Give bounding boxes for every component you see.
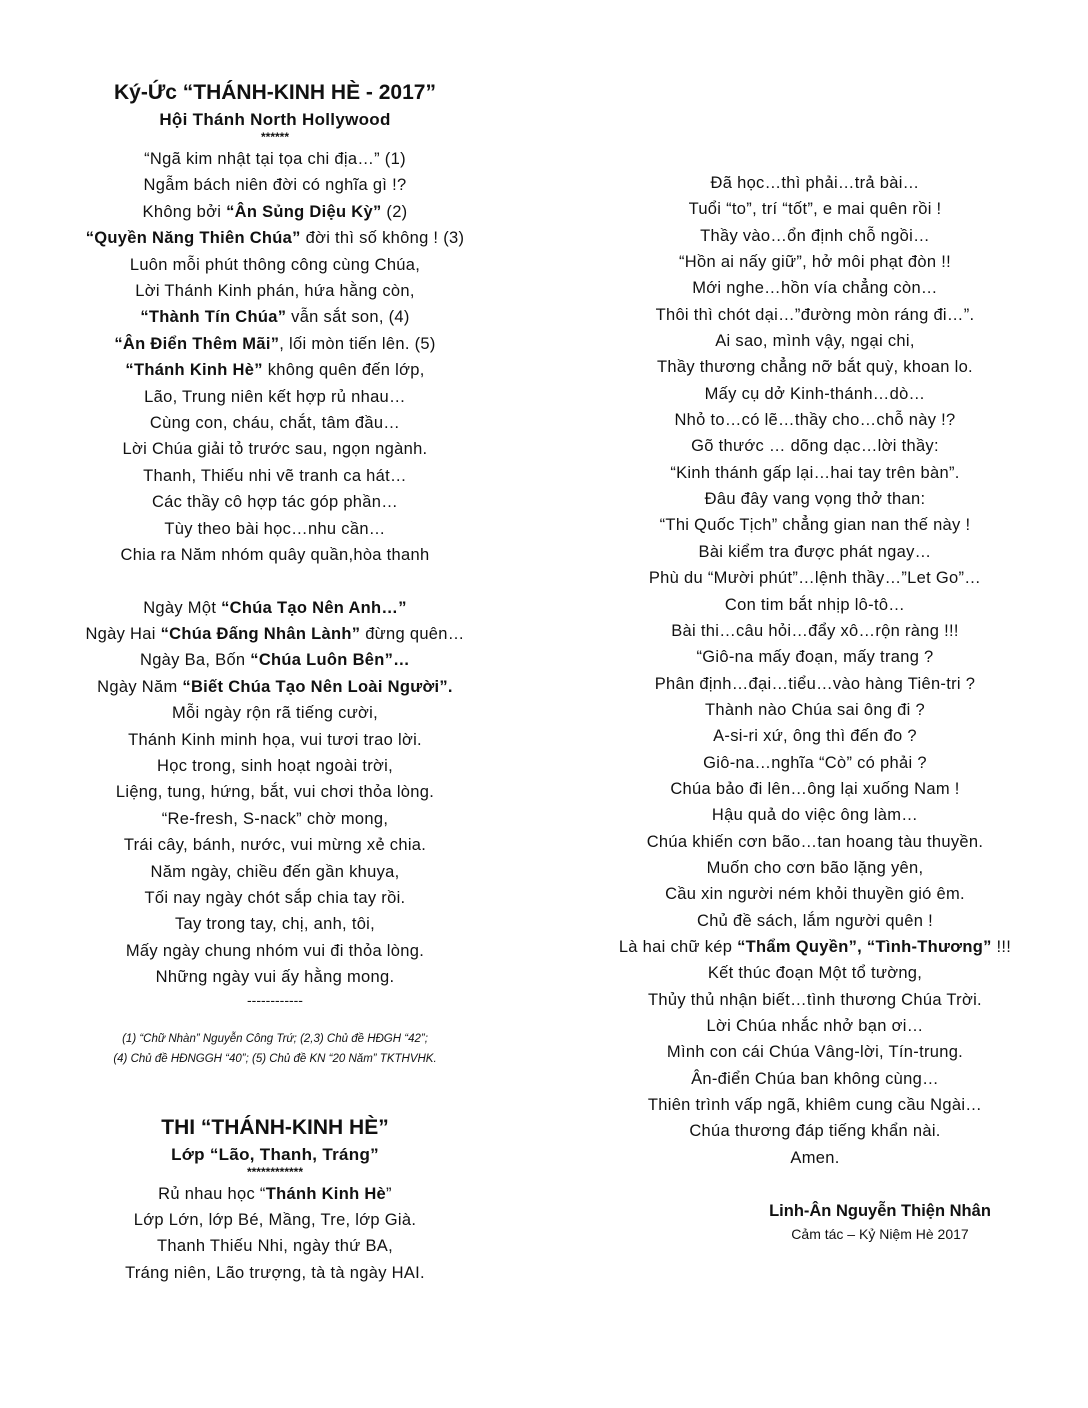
- poem-line: [560, 618, 1070, 644]
- line-text: Mỗi ngày rộn rã tiếng cười,: [171, 704, 379, 723]
- poem-line: [560, 512, 1070, 538]
- poem-line: [40, 331, 510, 357]
- poem2-subtitle: Lớp “Lão, Thanh, Tráng”: [171, 1144, 379, 1164]
- poem2-header: [40, 1113, 510, 1181]
- line-text: Học trong, sinh hoạt ngoài trời,: [157, 756, 393, 775]
- poem-line: [40, 463, 510, 489]
- line-text: Là hai chữ kép: [618, 937, 738, 956]
- poem-line: [560, 697, 1070, 723]
- poem-line: [560, 1145, 1070, 1171]
- bold-phrase: “Chúa Luôn Bên”…: [250, 651, 410, 670]
- line-text: Phù du “Mười phút”…lệnh thầy…”Let Go”…: [648, 569, 982, 588]
- poem-line: [40, 832, 510, 858]
- footnotes: [40, 1029, 510, 1069]
- poem-line: [560, 750, 1070, 776]
- line-text: Tay trong tay, chị, anh, tôi,: [174, 915, 376, 934]
- poem-line: [40, 410, 510, 436]
- line-text: Các thầy cô hợp tác góp phần…: [151, 493, 399, 512]
- line-text: Ân-điển Chúa ban không cùng…: [691, 1069, 939, 1088]
- poem-line: [40, 384, 510, 410]
- poem-line: [560, 908, 1070, 934]
- poem-line: [40, 1207, 510, 1233]
- poem-line: [560, 960, 1070, 986]
- line-text: (2): [381, 202, 408, 221]
- poem-line: [560, 644, 1070, 670]
- line-text: Nhỏ to…có lẽ…thầy cho…chỗ này !?: [674, 411, 956, 430]
- line-text: Chia ra Năm nhóm quây quần,hòa thanh: [120, 546, 430, 565]
- line-text: Chủ đề sách, lắm người quên !: [696, 911, 934, 930]
- poem-line: [560, 328, 1070, 354]
- line-text: !!!: [991, 937, 1012, 956]
- bold-phrase: “Chúa Tạo Nên Anh…”: [221, 598, 407, 617]
- poem2-stars: ************: [246, 1164, 304, 1179]
- line-text: Chúa thương đáp tiếng khẩn nài.: [689, 1122, 941, 1141]
- line-text: Ngẫm bách niên đời có nghĩa gì !?: [143, 176, 407, 195]
- poem-line: [560, 1039, 1070, 1065]
- line-text: Trái cây, bánh, nước, vui mừng xẻ chia.: [123, 836, 427, 855]
- line-text: Thôi thì chót dại…”đường mòn ráng đi…”.: [655, 305, 975, 324]
- line-text: Con tim bắt nhịp lô-tô…: [724, 595, 906, 614]
- poem-line: [560, 671, 1070, 697]
- line-text: “Hồn ai nấy giữ”, hở môi phạt đòn !!: [678, 253, 952, 272]
- bold-phrase: Thánh Kinh Hè: [265, 1184, 387, 1203]
- line-text: “Kinh thánh gấp lại…hai tay trên bàn”.: [670, 463, 960, 482]
- bold-phrase: “Quyền Năng Thiên Chúa”: [85, 229, 301, 248]
- line-text: Giô-na…nghĩa “Cò” có phải ?: [703, 753, 927, 772]
- line-text: Amen.: [790, 1148, 840, 1167]
- poem-line: [40, 489, 510, 515]
- poem-line: [560, 1118, 1070, 1144]
- line-text: Chúa khiến cơn bão…tan hoang tàu thuyền.: [646, 832, 984, 851]
- poem-line: [560, 196, 1070, 222]
- poem-line: [560, 1013, 1070, 1039]
- line-text: , lối mòn tiến lên. (5): [279, 334, 436, 353]
- poem-line: [560, 433, 1070, 459]
- line-text: Năm ngày, chiều đến gần khuya,: [150, 862, 400, 881]
- line-text: Tối nay ngày chót sắp chia tay rồi.: [144, 888, 406, 907]
- line-text: Thành nào Chúa sai ông đi ?: [704, 700, 925, 719]
- poem-line: [40, 779, 510, 805]
- line-text: “Giô-na mấy đoạn, mấy trang ?: [696, 648, 934, 667]
- poem-line: [40, 938, 510, 964]
- line-text: ”: [386, 1184, 392, 1203]
- line-text: Thánh Kinh minh họa, vui tươi trao lời.: [128, 730, 422, 749]
- poem-line: [40, 885, 510, 911]
- poem-line: [40, 1181, 510, 1207]
- bold-phrase: “Ân Điển Thêm Mãi”: [114, 334, 280, 353]
- poem1-title: Ký-Ức “THÁNH-KINH HÈ - 2017”: [114, 81, 436, 104]
- line-text: Lão, Trung niên kết hợp rủ nhau…: [144, 387, 406, 406]
- author-name: Linh-Ân Nguyễn Thiện Nhân: [769, 1202, 991, 1220]
- poem-line: [560, 881, 1070, 907]
- line-text: đời thì số không ! (3): [300, 229, 465, 248]
- line-text: Thủy thủ nhận biết…tình thương Chúa Trời.: [648, 990, 982, 1009]
- poem-line: [40, 542, 510, 568]
- poem-line: [40, 859, 510, 885]
- footnote-line: (1) “Chữ Nhàn” Nguyễn Công Trứ; (2,3) Chủ đề HĐGH “42”;: [122, 1032, 428, 1045]
- poem1-stanza-2: [40, 595, 510, 991]
- poem-line: [560, 460, 1070, 486]
- poem-line: [40, 911, 510, 937]
- line-text: Ngày Ba, Bốn: [139, 651, 251, 670]
- poem-line: [560, 223, 1070, 249]
- footnote-line: (4) Chủ đề HĐNGGH “40”; (5) Chủ đề KN “20 Năm” TKTHVHK.: [113, 1052, 437, 1065]
- poem-line: [40, 146, 510, 172]
- poem-line: [560, 1066, 1070, 1092]
- poem-line: [560, 170, 1070, 196]
- line-text: Ngày Hai: [85, 624, 161, 643]
- line-text: Chúa bảo đi lên…ông lại xuống Nam !: [670, 779, 960, 798]
- line-text: Bài thi…câu hỏi…đẩy xô…rộn ràng !!!: [671, 621, 959, 640]
- poem-line: [40, 674, 510, 700]
- poem-line: [560, 855, 1070, 881]
- poem-line: [560, 776, 1070, 802]
- poem-line: [560, 829, 1070, 855]
- poem1-stanza-1: [40, 146, 510, 569]
- poem-line: [40, 727, 510, 753]
- poem-line: [560, 381, 1070, 407]
- poem-line: [560, 539, 1070, 565]
- line-text: Lời Chúa nhắc nhở bạn ơi…: [706, 1017, 924, 1035]
- line-text: Thiên trình vấp ngã, khiêm cung cầu Ngài…: [647, 1096, 983, 1115]
- poem-line: [40, 225, 510, 251]
- poem-line: [560, 302, 1070, 328]
- poem-line: [560, 802, 1070, 828]
- author-note: Cảm tác – Kỷ Niệm Hè 2017: [791, 1226, 969, 1242]
- line-text: Muốn cho cơn bão lặng yên,: [706, 858, 924, 877]
- poem-line: [560, 354, 1070, 380]
- line-text: Cùng con, cháu, chắt, tâm đầu…: [149, 414, 401, 433]
- poem-line: [40, 964, 510, 990]
- line-text: Thanh Thiếu Nhi, ngày thứ BA,: [157, 1237, 393, 1256]
- poem-line: [40, 700, 510, 726]
- line-text: Tuổi “to”, trí “tốt”, e mai quên rồi !: [688, 200, 942, 219]
- poem-line: [560, 592, 1070, 618]
- poem-line: [40, 172, 510, 198]
- poem-line: [560, 987, 1070, 1013]
- line-text: không quên đến lớp,: [262, 361, 425, 380]
- poem2-title: THI “THÁNH-KINH HÈ”: [161, 1115, 389, 1139]
- line-text: Mới nghe…hồn vía chẳng còn…: [692, 279, 938, 298]
- poem-line: [560, 486, 1070, 512]
- poem-line: [40, 516, 510, 542]
- line-text: Hậu quả do việc ông làm…: [711, 806, 919, 825]
- line-text: Thầy thương chẳng nỡ bắt quỳ, khoan lo.: [657, 358, 973, 377]
- poem-line: [560, 249, 1070, 275]
- line-text: Cầu xin người ném khỏi thuyền gió êm.: [665, 885, 965, 904]
- line-text: Ai sao, mình vậy, ngại chi,: [715, 332, 915, 351]
- poem-line: [40, 806, 510, 832]
- bold-phrase: “Thành Tín Chúa”: [140, 308, 287, 327]
- line-text: Liệng, tung, hứng, bắt, vui chơi thỏa lòng.: [115, 783, 435, 802]
- left-column: [40, 78, 510, 1286]
- line-text: đừng quên…: [360, 624, 465, 643]
- line-text: Lớp Lớn, lớp Bé, Mầng, Tre, lớp Già.: [133, 1211, 417, 1229]
- poem-line: [560, 1092, 1070, 1118]
- bold-phrase: “Thẩm Quyền”, “Tình-Thương”: [737, 937, 992, 956]
- line-text: Tùy theo bài học…nhu cần…: [164, 519, 386, 538]
- poem1-stars: ******: [260, 130, 290, 144]
- poem1-subtitle: Hội Thánh North Hollywood: [159, 110, 391, 129]
- line-text: Ngày Năm: [97, 677, 183, 696]
- line-text: Luôn mỗi phút thông công cùng Chúa,: [129, 255, 421, 274]
- bold-phrase: “Biết Chúa Tạo Nên Loài Người”.: [182, 677, 453, 696]
- line-text: Đâu đây vang vọng thở than:: [704, 490, 926, 509]
- line-text: Ngày Một: [143, 598, 222, 617]
- line-text: Bài kiểm tra được phát ngay…: [698, 542, 932, 561]
- poem-line: [40, 1260, 510, 1286]
- line-text: Không bởi: [142, 202, 227, 221]
- poem-line: [560, 565, 1070, 591]
- line-text: “Re-fresh, S-nack” chờ mong,: [161, 809, 389, 828]
- bold-phrase: “Chúa Đấng Nhân Lành”: [160, 624, 361, 643]
- right-column: [560, 170, 1070, 1171]
- line-text: Mấy cụ dở Kinh-thánh…dò…: [704, 384, 926, 403]
- line-text: vẫn sắt son, (4): [286, 308, 410, 327]
- line-text: Kết thúc đoạn Một tổ tường,: [707, 964, 923, 983]
- poem-line: [40, 753, 510, 779]
- poem-line: [40, 436, 510, 462]
- poem-line: [40, 199, 510, 225]
- line-text: Thầy vào…ổn định chỗ ngồi…: [700, 226, 930, 245]
- line-text: Mấy ngày chung nhóm vui đi thỏa lòng.: [125, 941, 425, 960]
- poem-line: [40, 595, 510, 621]
- poem-line: [560, 934, 1070, 960]
- poem-line: [40, 1233, 510, 1259]
- poem-line: [560, 407, 1070, 433]
- signature: [735, 1198, 1025, 1244]
- line-text: Lời Chúa giải tỏ trước sau, ngọn ngành.: [122, 440, 428, 459]
- line-text: Mình con cái Chúa Vâng-lời, Tín-trung.: [666, 1043, 964, 1062]
- poem-line: [40, 647, 510, 673]
- poem-line: [40, 621, 510, 647]
- line-text: Tráng niên, Lão trượng, tà tà ngày HAI.: [125, 1263, 425, 1282]
- poem-line: [40, 278, 510, 304]
- line-text: “Thi Quốc Tịch” chẳng gian nan thế này !: [659, 516, 971, 535]
- line-text: A-si-ri xứ, ông thì đến đo ?: [713, 727, 917, 746]
- line-text: Lời Thánh Kinh phán, hứa hằng còn,: [135, 282, 415, 301]
- poem-line: [560, 723, 1070, 749]
- line-text: Phân định…đại…tiểu…vào hàng Tiên-tri ?: [654, 674, 976, 693]
- line-text: Những ngày vui ấy hằng mong.: [155, 968, 395, 987]
- line-text: Rủ nhau học “: [158, 1184, 266, 1203]
- poem2-opening-lines: [40, 1181, 510, 1287]
- poem-line: [40, 252, 510, 278]
- line-text: Đã học…thì phải…trả bài…: [710, 174, 920, 192]
- line-text: Gõ thước … dõng dạc…lời thầy:: [691, 437, 939, 456]
- poem-line: [560, 275, 1070, 301]
- poem-line: [40, 304, 510, 330]
- line-text: “Ngã kim nhật tại tọa chi địa…” (1): [144, 150, 406, 168]
- bold-phrase: “Thánh Kinh Hè”: [125, 361, 263, 380]
- line-text: Thanh, Thiếu nhi vẽ tranh ca hát…: [143, 466, 407, 485]
- divider: ------------: [247, 991, 303, 1008]
- bold-phrase: “Ân Sủng Diệu Kỳ”: [226, 202, 382, 221]
- poem-line: [40, 357, 510, 383]
